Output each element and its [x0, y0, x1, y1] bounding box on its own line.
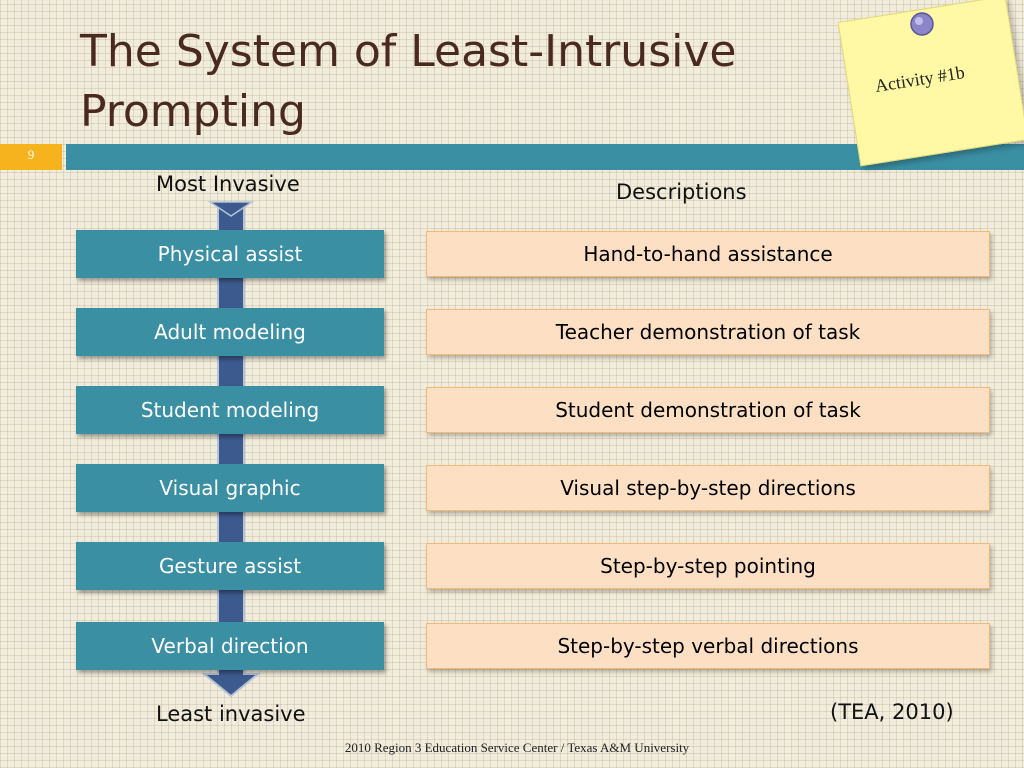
level-physical-assist: Physical assist	[76, 230, 384, 278]
description-gesture-assist: Step-by-step pointing	[426, 543, 990, 589]
description-adult-modeling: Teacher demonstration of task	[426, 309, 990, 355]
description-student-modeling: Student demonstration of task	[426, 387, 990, 433]
citation: (TEA, 2010)	[830, 700, 954, 724]
level-student-modeling: Student modeling	[76, 386, 384, 434]
pushpin-icon	[908, 10, 936, 38]
slide-footer: 2010 Region 3 Education Service Center / Texas A&M University	[344, 740, 690, 755]
slide-number: 9	[0, 144, 62, 170]
level-adult-modeling: Adult modeling	[76, 308, 384, 356]
description-verbal-direction: Step-by-step verbal directions	[426, 623, 990, 669]
sticky-note-text: Activity #1b	[873, 62, 967, 96]
description-physical-assist: Hand-to-hand assistance	[426, 231, 990, 277]
level-verbal-direction: Verbal direction	[76, 622, 384, 670]
level-gesture-assist: Gesture assist	[76, 542, 384, 590]
slide-title: The System of Least-Intrusive Prompting	[80, 26, 737, 137]
most-invasive-label: Most Invasive	[156, 172, 300, 196]
description-visual-graphic: Visual step-by-step directions	[426, 465, 990, 511]
descriptions-header: Descriptions	[616, 180, 747, 204]
least-invasive-label: Least invasive	[156, 702, 306, 726]
level-visual-graphic: Visual graphic	[76, 464, 384, 512]
